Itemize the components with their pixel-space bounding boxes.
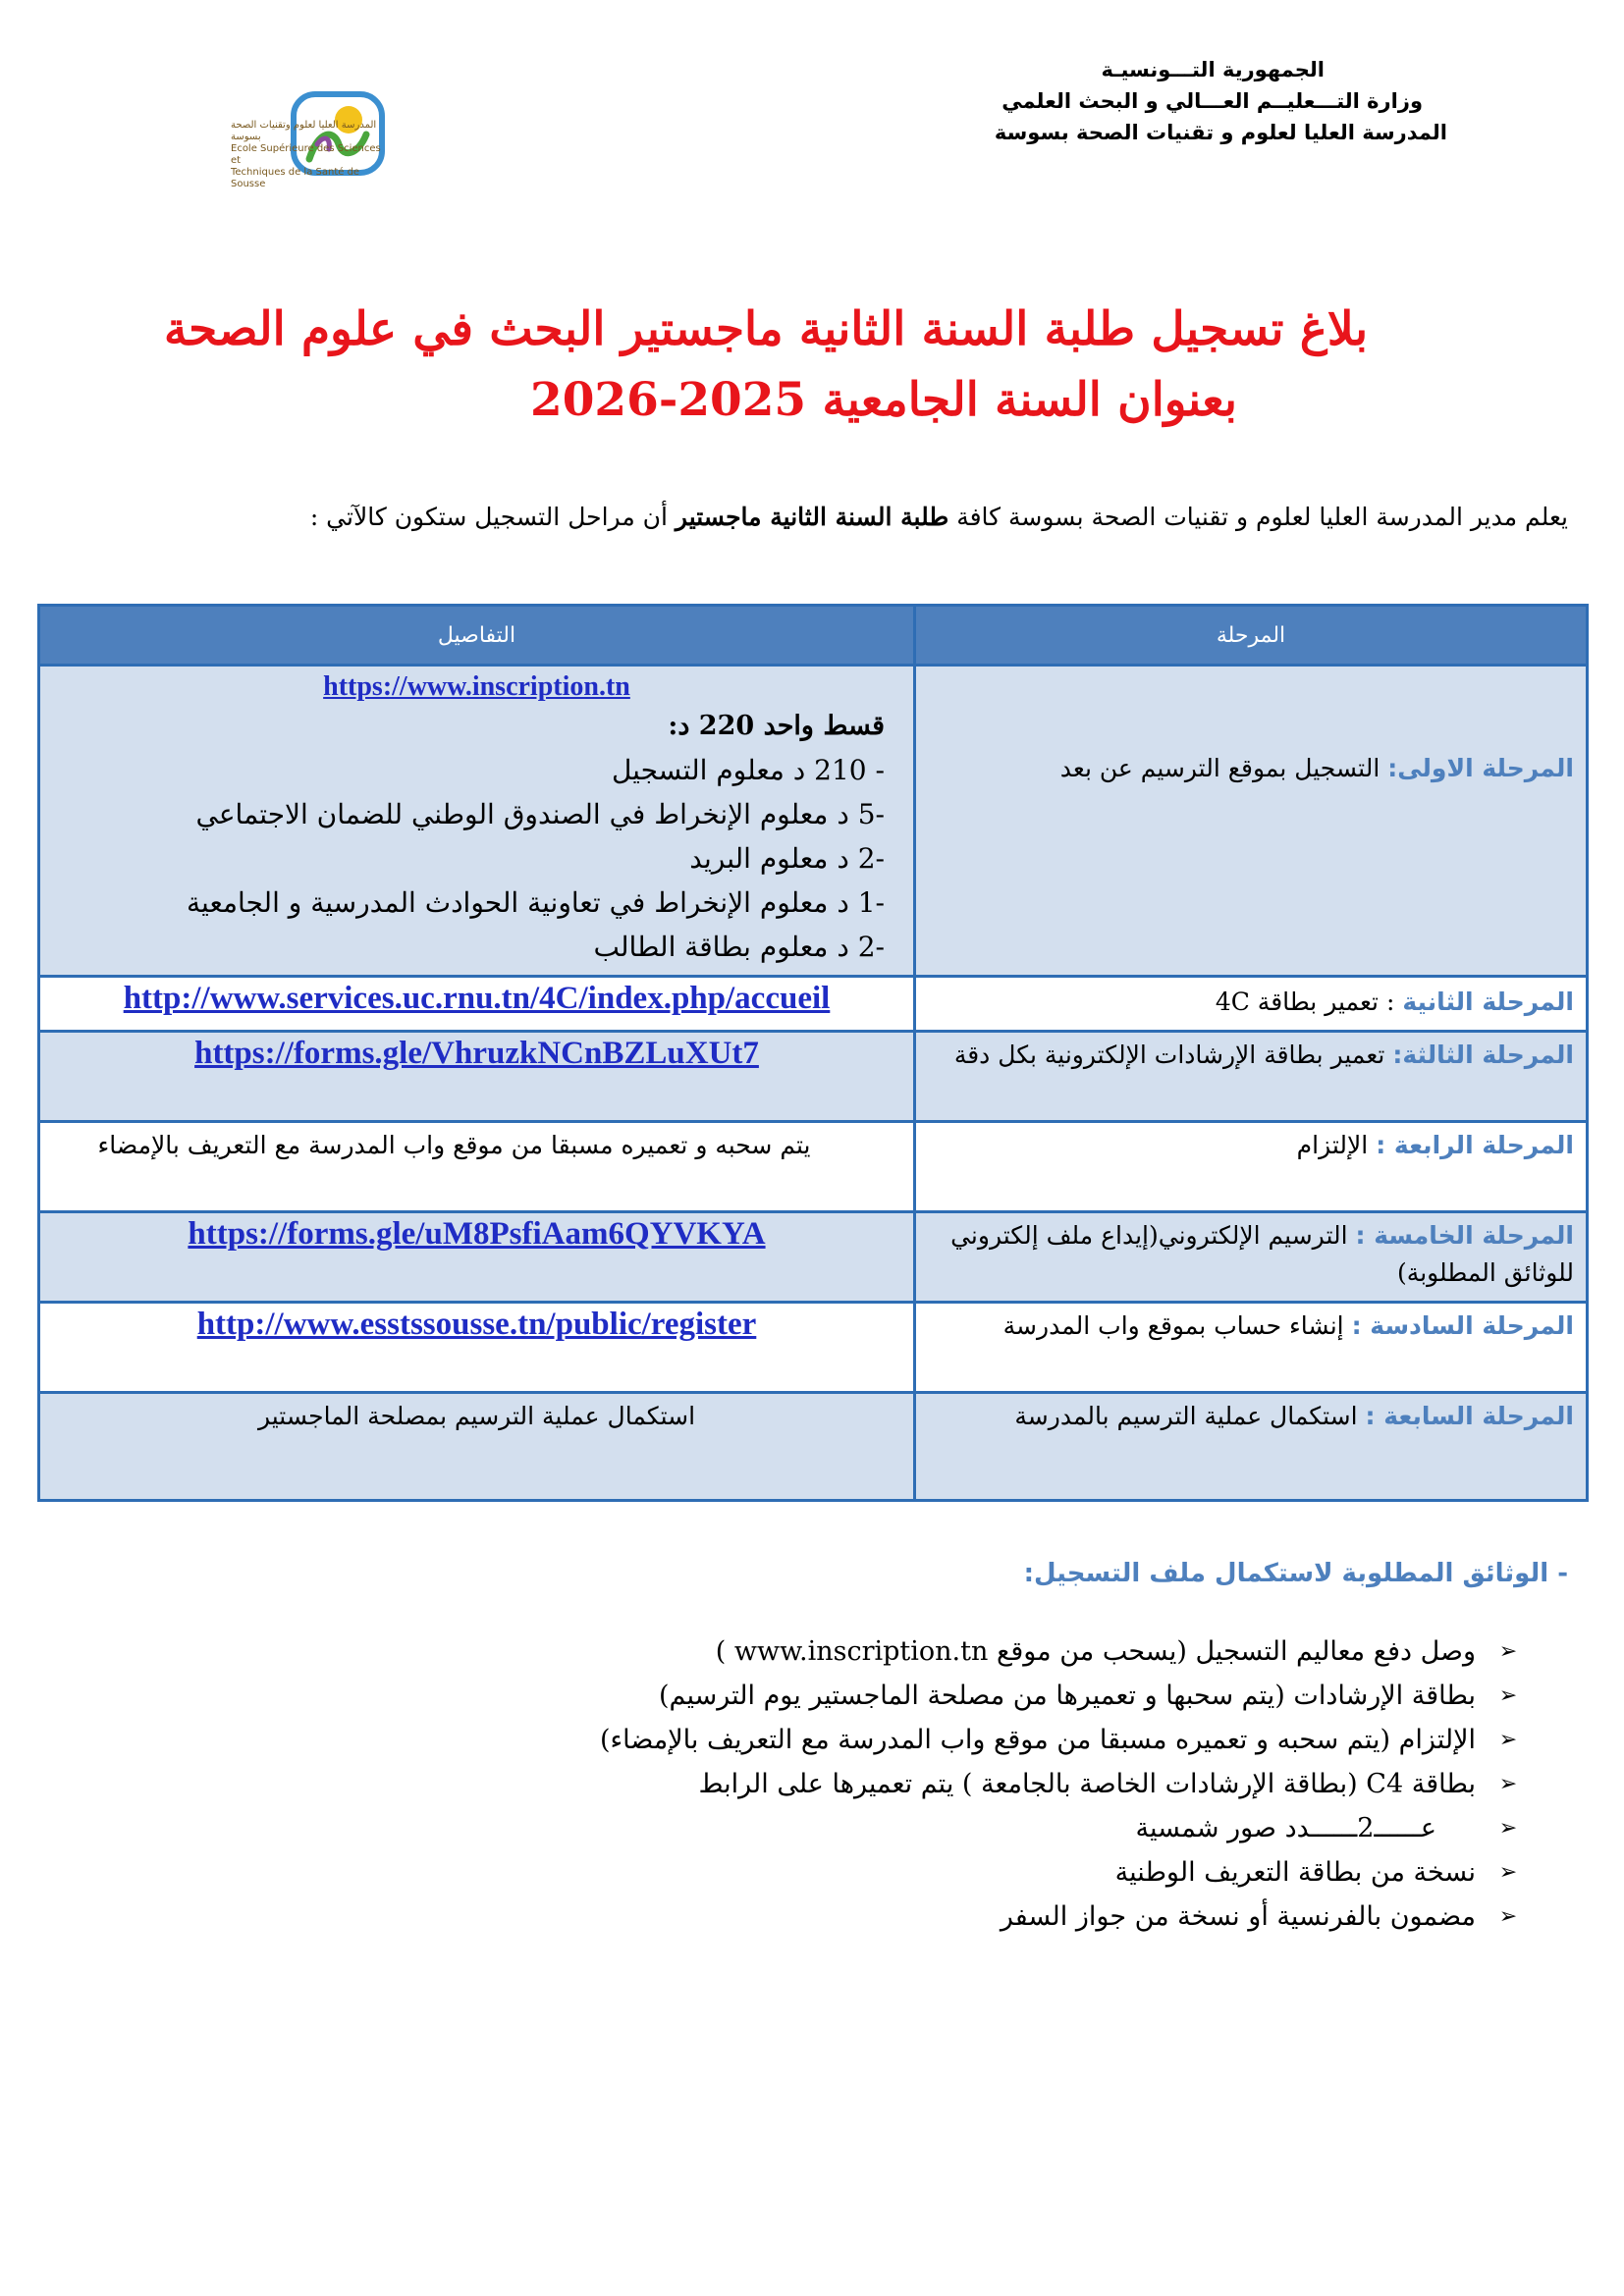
stage-text: إنشاء حساب بموقع واب المدرسة xyxy=(1002,1311,1352,1340)
intro-text-bold: طلبة السنة الثانية ماجستير xyxy=(675,503,949,531)
arrow-bullet-icon: ➢ xyxy=(1498,1772,1518,1796)
details-cell xyxy=(39,1032,915,1122)
header-details: التفاصيل xyxy=(39,606,915,666)
stage-label: المرحلة السادسة : xyxy=(1351,1311,1574,1340)
fees-title: قسط واحد 220 د: xyxy=(668,711,885,741)
fee-item: -1 د معلوم الإنخراط في تعاونية الحوادث المدرسية و الجامعية xyxy=(186,886,885,919)
stage-label: المرحلة الرابعة : xyxy=(1376,1131,1574,1159)
stage-text: : تعمير بطاقة 4C xyxy=(1215,988,1403,1016)
list-item xyxy=(146,1895,1521,1939)
fee-item: -5 د معلوم الإنخراط في الصندوق الوطني للضمان الاجتماعي xyxy=(195,798,885,830)
document-text: بطاقة الإرشادات (يتم سحبها و تعميرها من مصلحة الماجستير يوم الترسيم) xyxy=(658,1681,1476,1711)
stage-label: المرحلة الخامسة : xyxy=(1355,1221,1574,1250)
documents-title: - الوثائق المطلوبة لاستكمال ملف التسجيل: xyxy=(1023,1559,1568,1588)
logo-text-ar: المدرسة العليا لعلوم وتقنيات الصحة بسوسة xyxy=(231,120,377,142)
arrow-bullet-icon: ➢ xyxy=(1498,1639,1518,1664)
stage-text: الترسيم الإلكتروني(إيداع ملف إلكتروني للوثائق المطلوبة) xyxy=(950,1221,1574,1287)
list-item xyxy=(146,1718,1521,1762)
inscription-link[interactable]: https://www.inscription.tn xyxy=(323,671,630,702)
stage-cell xyxy=(915,1212,1588,1303)
table-row xyxy=(39,1122,1588,1212)
school-logo xyxy=(133,90,388,189)
header-school: المدرسة العليا لعلوم و تقنيات الصحة بسوسة xyxy=(994,121,1447,144)
electronic-enrollment-link[interactable]: https://forms.gle/uM8PsfiAam6QYVKYA xyxy=(188,1216,766,1252)
stage-label: المرحلة الثانية xyxy=(1402,988,1574,1016)
list-item xyxy=(146,1762,1521,1806)
school-register-link[interactable]: http://www.esstssousse.tn/public/register xyxy=(196,1307,757,1342)
completion-detail: استكمال عملية الترسيم بمصلحة الماجستير xyxy=(257,1402,696,1430)
stage-label: المرحلة الثالثة: xyxy=(1392,1041,1574,1069)
list-item xyxy=(146,1850,1521,1895)
logo-text-fr-2: Techniques de la Santé de Sousse xyxy=(231,167,360,189)
table-row xyxy=(39,1032,1588,1122)
official-header xyxy=(897,54,1447,148)
header-ministry: وزارة التـــعليــم العـــالي و البحث العلمي xyxy=(1001,89,1423,113)
details-cell xyxy=(39,1303,915,1393)
stage-text: تعمير بطاقة الإرشادات الإلكترونية بكل دقة xyxy=(953,1041,1393,1069)
registration-stages-table xyxy=(37,604,1589,1502)
stage-cell xyxy=(915,666,1588,977)
stage-cell xyxy=(915,977,1588,1032)
document-text: مضمون بالفرنسية أو نسخة من جواز السفر xyxy=(1000,1901,1476,1932)
table-row xyxy=(39,1393,1588,1501)
arrow-bullet-icon: ➢ xyxy=(1498,1860,1518,1885)
document-text: عــــــ2ــــــدد صور شمسية xyxy=(1135,1813,1436,1843)
details-cell xyxy=(39,1122,915,1212)
table-row xyxy=(39,666,1588,977)
logo-text-fr-1: Ecole Supérieure des Sciences et xyxy=(231,143,381,166)
stage-text: استكمال عملية الترسيم بالمدرسة xyxy=(1014,1402,1366,1430)
details-cell xyxy=(39,977,915,1032)
fees-block xyxy=(54,704,899,969)
logo-caption xyxy=(231,120,388,190)
fee-item: -2 د معلوم بطاقة الطالب xyxy=(593,931,885,963)
stage-text: الإلتزام xyxy=(1296,1131,1377,1159)
intro-text-after: أن مراحل التسجيل ستكون كالآتي : xyxy=(309,503,676,531)
stage-cell xyxy=(915,1393,1588,1501)
fee-item: -2 د معلوم البريد xyxy=(689,842,885,875)
title-line-2: بعنوان السنة الجامعية 2025-2026 xyxy=(530,373,1237,427)
list-item xyxy=(146,1629,1521,1674)
stage-label: المرحلة السابعة : xyxy=(1365,1402,1574,1430)
table-header-row xyxy=(39,606,1588,666)
table-row xyxy=(39,1212,1588,1303)
arrow-bullet-icon: ➢ xyxy=(1498,1816,1518,1841)
table-row xyxy=(39,1303,1588,1393)
stage-text: التسجيل بموقع الترسيم عن بعد xyxy=(1059,754,1388,782)
details-cell xyxy=(39,1393,915,1501)
stage-cell xyxy=(915,1032,1588,1122)
fee-item: - 210 د معلوم التسجيل xyxy=(611,754,885,786)
details-cell xyxy=(39,666,915,977)
arrow-bullet-icon: ➢ xyxy=(1498,1728,1518,1752)
header-republic: الجمهورية التـــونسيـة xyxy=(1101,58,1325,81)
required-documents-list xyxy=(146,1629,1521,1939)
commitment-detail: يتم سحبه و تعميره مسبقا من موقع واب المدرسة مع التعريف بالإمضاء xyxy=(97,1131,811,1159)
arrow-bullet-icon: ➢ xyxy=(1498,1683,1518,1708)
details-cell xyxy=(39,1212,915,1303)
table-row xyxy=(39,977,1588,1032)
guidance-form-link[interactable]: https://forms.gle/VhruzkNCnBZLuXUt7 xyxy=(194,1036,759,1071)
intro-paragraph xyxy=(46,499,1568,536)
arrow-bullet-icon: ➢ xyxy=(1498,1904,1518,1929)
title-line-1: بلاغ تسجيل طلبة السنة الثانية ماجستير البحث في علوم الصحة xyxy=(163,302,1369,356)
intro-text-before: يعلم مدير المدرسة العليا لعلوم و تقنيات الصحة بسوسة كافة xyxy=(948,503,1568,531)
document-text: بطاقة C4 (بطاقة الإرشادات الخاصة بالجامعة ) يتم تعميرها على الرابط xyxy=(698,1769,1476,1799)
header-stage: المرحلة xyxy=(915,606,1588,666)
document-text: نسخة من بطاقة التعريف الوطنية xyxy=(1114,1857,1476,1888)
stage-cell xyxy=(915,1303,1588,1393)
list-item xyxy=(146,1674,1521,1718)
document-text: الإلتزام (يتم سحبه و تعميره مسبقا من موقع واب المدرسة مع التعريف بالإمضاء) xyxy=(599,1725,1476,1755)
announcement-title xyxy=(137,294,1394,436)
stage-label: المرحلة الاولى: xyxy=(1387,754,1574,782)
document-text: وصل دفع معاليم التسجيل (يسحب من موقع www.inscription.tn ) xyxy=(715,1636,1476,1667)
4c-card-link[interactable]: http://www.services.uc.rnu.tn/4C/index.php/accueil xyxy=(123,981,831,1016)
stage-cell xyxy=(915,1122,1588,1212)
list-item xyxy=(146,1806,1521,1850)
